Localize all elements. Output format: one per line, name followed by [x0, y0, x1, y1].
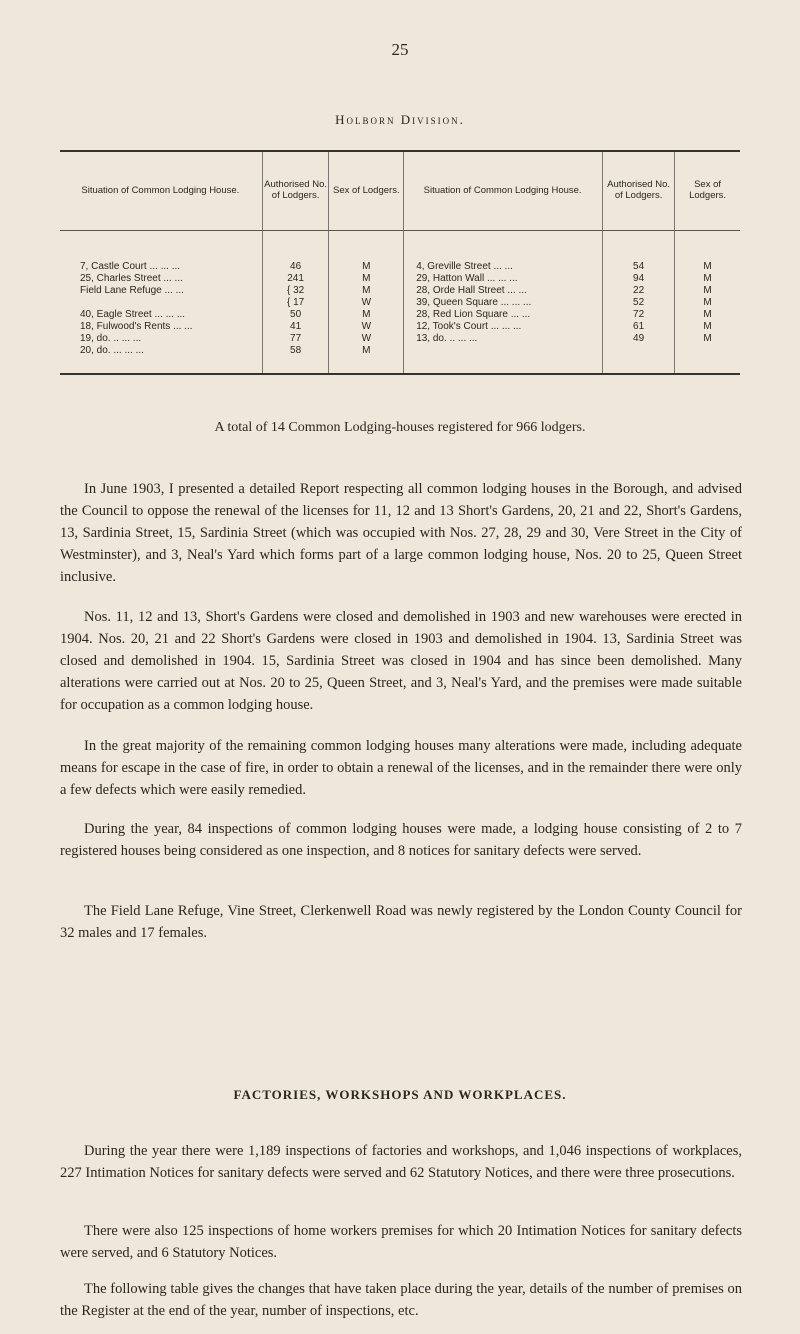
right-sex: M: [675, 321, 740, 333]
right-situation: 29, Hatton Wall ... ... ...: [404, 273, 603, 285]
paragraph-home-workers: There were also 125 inspections of home workers premises for which 20 Intimation Notices for sanitary defects were served, and 6 Statutory Notices.: [60, 1223, 742, 1261]
right-number: [603, 345, 675, 374]
table-row: [60, 273, 740, 285]
header-situation-left: Situation of Common Lodging House.: [60, 151, 262, 231]
right-number: 52: [603, 297, 675, 309]
left-number: 58: [262, 345, 329, 374]
table-row: [60, 333, 740, 345]
left-situation: 19, do. .. ... ...: [80, 333, 142, 344]
left-number: 41: [262, 321, 329, 333]
table-row: [60, 285, 740, 297]
left-situation: 25, Charles Street ... ...: [80, 273, 183, 284]
right-sex: M: [675, 285, 740, 297]
left-number: { 32: [262, 285, 329, 297]
table-summary: A total of 14 Common Lodging-houses registered for 966 lodgers.: [214, 420, 586, 435]
right-number: 94: [603, 273, 675, 285]
left-sex: W: [329, 297, 404, 309]
right-situation: 28, Orde Hall Street ... ...: [404, 285, 603, 297]
table-row: [60, 345, 740, 374]
left-situation: Field Lane Refuge ... ...: [80, 285, 184, 296]
left-sex: W: [329, 333, 404, 345]
paragraph-demolitions: Nos. 11, 12 and 13, Short's Gardens were closed and demolished in 1903 and new warehouses were erected in 1904. Nos. 20, 21 and 22 Short's Gardens were closed in 1903 and demolished in 1904. 13, Sardinia Street was closed and demolished in 1904. 15, Sardinia Street was closed in 1904 and has since been demolished. Many alterations were carried out at Nos. 20 to 25, Queen Street, and 3, Neal's Yard, and the premises were made suitable for occupation as a common lodging house.: [60, 609, 742, 713]
left-number: 46: [262, 231, 329, 274]
right-number: 54: [603, 231, 675, 274]
left-sex: W: [329, 321, 404, 333]
left-number: 50: [262, 309, 329, 321]
right-sex: M: [675, 333, 740, 345]
right-sex: M: [675, 297, 740, 309]
table-header-row: [60, 151, 740, 231]
left-situation: 20, do. ... ... ...: [60, 345, 262, 374]
table-row: [60, 231, 740, 274]
left-number: 77: [262, 333, 329, 345]
table-row: [60, 309, 740, 321]
paragraph-factory-inspections: During the year there were 1,189 inspections of factories and workshops, and 1,046 inspections of workplaces, 227 Intimation Notices for sanitary defects were served and 62 Statutory Notices, and there were three prosecutions.: [60, 1143, 742, 1181]
right-situation: 12, Took's Court ... ... ...: [404, 321, 603, 333]
right-sex: M: [675, 309, 740, 321]
division-title: Holborn Division.: [335, 112, 465, 127]
paragraph-alterations: In the great majority of the remaining common lodging houses many alterations were made, including adequate means for escape in the case of fire, in order to obtain a renewal of the licenses, and in the remainder there were only a few defects which were easily remedied.: [60, 738, 742, 798]
paragraph-inspections: During the year, 84 inspections of common lodging houses were made, a lodging house consisting of 2 to 7 registered houses being considered as one inspection, and 8 notices for sanitary defects were served.: [60, 821, 742, 859]
header-sex-right: Sex of Lodgers.: [675, 151, 740, 231]
header-situation-right: Situation of Common Lodging House.: [404, 151, 603, 231]
left-sex: M: [329, 231, 404, 274]
header-authorised-right: Authorised No. of Lodgers.: [603, 151, 675, 231]
left-sex: M: [329, 345, 404, 374]
right-number: 72: [603, 309, 675, 321]
paragraph-field-lane-refuge: The Field Lane Refuge, Vine Street, Clerkenwell Road was newly registered by the London County Council for 32 males and 17 females.: [60, 903, 742, 941]
right-number: 22: [603, 285, 675, 297]
table-row: [60, 321, 740, 333]
right-number: 61: [603, 321, 675, 333]
right-situation: 13, do. .. ... ...: [404, 333, 603, 345]
left-situation: 40, Eagle Street ... ... ...: [80, 309, 186, 320]
header-sex-left: Sex of Lodgers.: [329, 151, 404, 231]
page-number: 25: [391, 40, 409, 59]
table-row: [60, 297, 740, 309]
left-sex: M: [329, 309, 404, 321]
left-sex: M: [329, 285, 404, 297]
paragraph-following-table: The following table gives the changes that have taken place during the year, details of the number of premises on the Register at the end of the year, number of inspections, etc.: [60, 1281, 742, 1319]
left-situation: 18, Fulwood's Rents ... ...: [80, 321, 193, 332]
right-sex: [675, 345, 740, 374]
right-situation: [404, 345, 603, 374]
header-authorised-left: Authorised No. of Lodgers.: [262, 151, 329, 231]
left-situation: 7, Castle Court ... ... ...: [80, 261, 181, 272]
left-sex: M: [329, 273, 404, 285]
right-number: 49: [603, 333, 675, 345]
right-sex: M: [675, 231, 740, 274]
left-situation: [60, 297, 262, 309]
paragraph-june-1903-report: In June 1903, I presented a detailed Report respecting all common lodging houses in the Borough, and advised the Council to oppose the renewal of the licenses for 11, 12 and 13 Short's Gardens, 20, 21 and 22, Short's Gardens, 13, Sardinia Street, 15, Sardinia Street (which was occupied with Nos. 27, 28, 29 and 30, Vere Street in the City of Westminster), and 3, Neal's Yard which forms part of a large common lodging house, Nos. 20 to 25, Queen Street inclusive.: [60, 481, 742, 585]
right-situation: 39, Queen Square ... ... ...: [404, 297, 603, 309]
right-situation: 28, Red Lion Square ... ...: [404, 309, 603, 321]
right-situation: 4, Greville Street ... ...: [404, 231, 603, 274]
section-heading-factories: FACTORIES, WORKSHOPS AND WORKPLACES.: [233, 1087, 567, 1102]
right-sex: M: [675, 273, 740, 285]
left-number: 241: [262, 273, 329, 285]
left-number: { 17: [262, 297, 329, 309]
lodging-houses-table: [60, 150, 740, 375]
